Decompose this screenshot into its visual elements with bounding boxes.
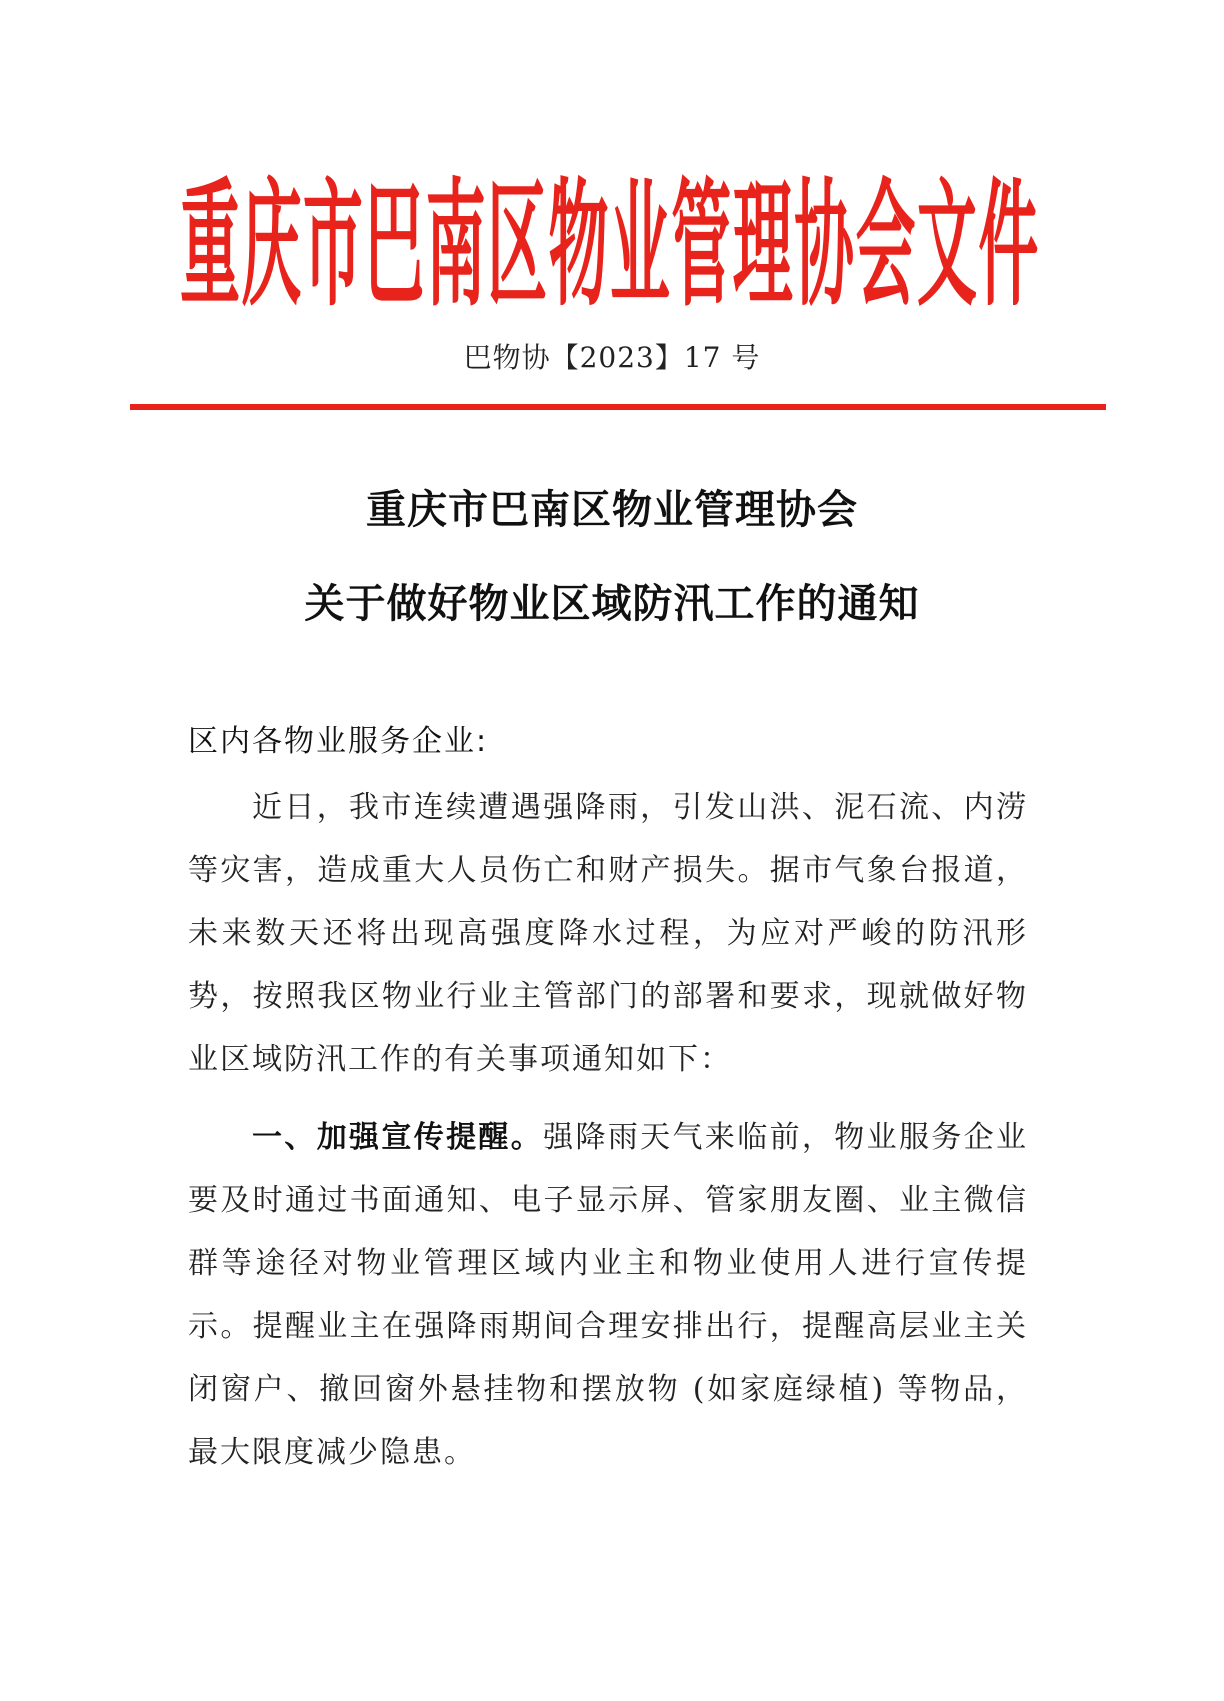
document-masthead — [180, 150, 1040, 320]
body-paragraph-section-1 — [188, 1106, 1028, 1484]
document-number: 巴物协【2023】17 号 — [463, 341, 761, 374]
notice-title-line-1: 重庆市巴南区物业管理协会 — [366, 487, 858, 533]
salutation: 区内各物业服务企业: — [188, 724, 489, 759]
body-paragraph-intro: 近日，我市连续遭遇强降雨，引发山洪、泥石流、内涝等灾害，造成重大人员伤亡和财产损失。据市气象台报道，未来数天还将出现高强度降水过程，为应对严峻的防汛形势，按照我区物业行业主管部门的部署和要求，现就做好物业区域防汛工作的有关事项通知如下： — [188, 790, 1028, 1077]
red-divider-line — [130, 404, 1106, 410]
masthead-title: 重庆市巴南区物业管理协会文件 — [180, 166, 1040, 320]
section-1-heading: 一、加强宣传提醒。 — [252, 1120, 544, 1155]
notice-title-line-2: 关于做好物业区域防汛工作的通知 — [304, 581, 920, 627]
section-1-text: 强降雨天气来临前，物业服务企业要及时通过书面通知、电子显示屏、管家朋友圈、业主微信群等途径对物业管理区域内业主和物业使用人进行宣传提示。提醒业主在强降雨期间合理安排出行，提醒高层业主关闭窗户、撤回窗外悬挂物和摆放物 (如家庭绿植) 等物品，最大限度减少隐患。 — [188, 1120, 1029, 1470]
